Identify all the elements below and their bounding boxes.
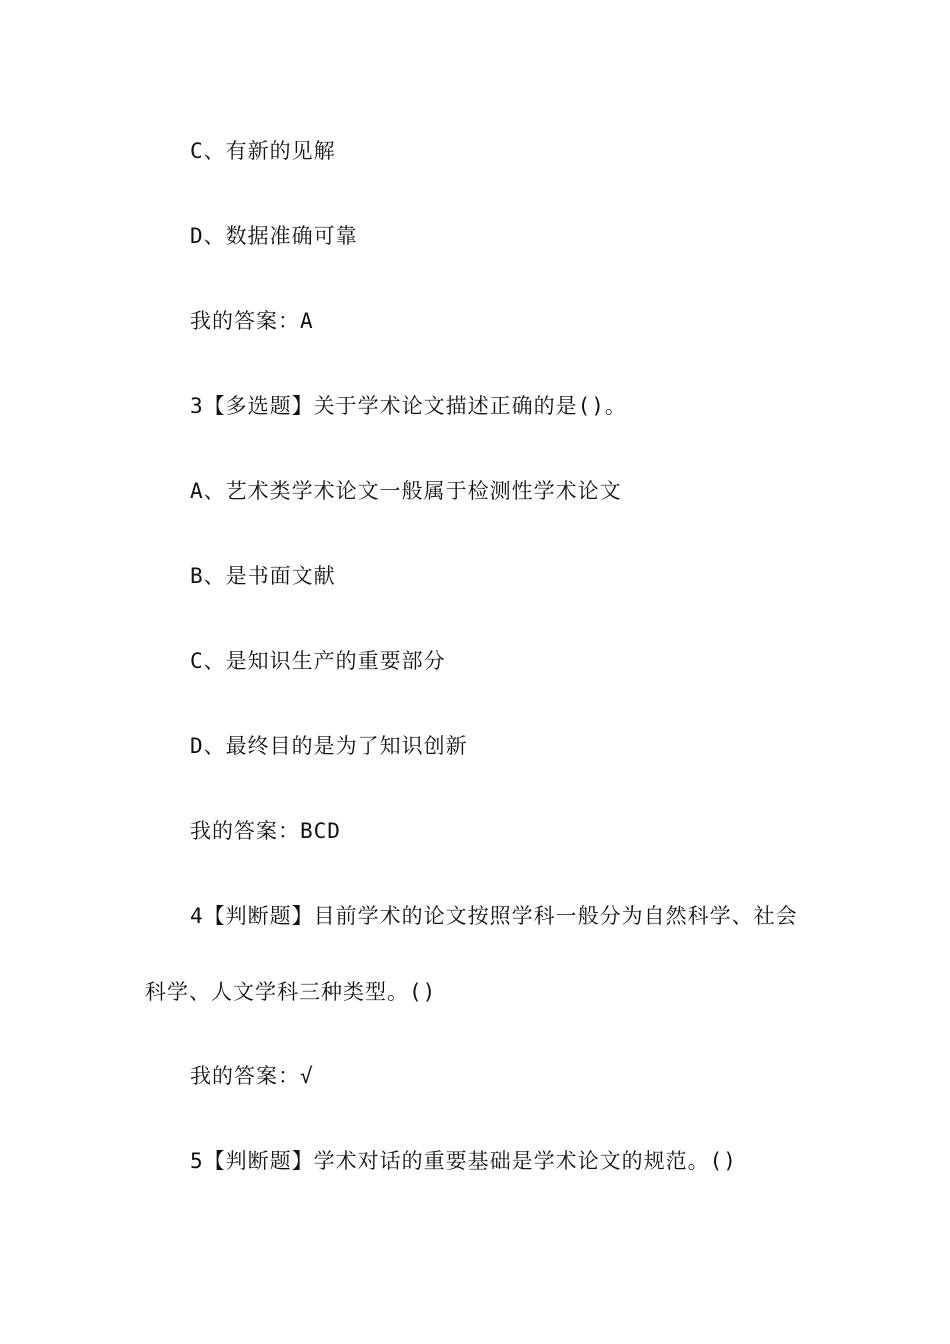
- question-5-text: 5【判断题】学术对话的重要基础是学术论文的规范。(): [190, 1149, 737, 1173]
- question-3-option-c: C、是知识生产的重要部分: [190, 649, 446, 673]
- question-3-option-d: D、最终目的是为了知识创新: [190, 734, 468, 758]
- question-2-option-d: D、数据准确可靠: [190, 224, 358, 248]
- question-4-text-line-2: 科学、人文学科三种类型。(): [145, 980, 437, 1004]
- question-3-text: 3【多选题】关于学术论文描述正确的是()。: [190, 394, 627, 418]
- question-3-my-answer: 我的答案：BCD: [190, 819, 341, 843]
- question-3-option-a: A、艺术类学术论文一般属于检测性学术论文: [190, 479, 622, 503]
- question-4-my-answer: 我的答案：√: [190, 1064, 314, 1088]
- question-2-my-answer: 我的答案：A: [190, 309, 314, 333]
- question-4-text-line-1: 4【判断题】目前学术的论文按照学科一般分为自然科学、社会: [190, 904, 798, 928]
- question-3-option-b: B、是书面文献: [190, 564, 336, 588]
- question-2-option-c: C、有新的见解: [190, 139, 336, 163]
